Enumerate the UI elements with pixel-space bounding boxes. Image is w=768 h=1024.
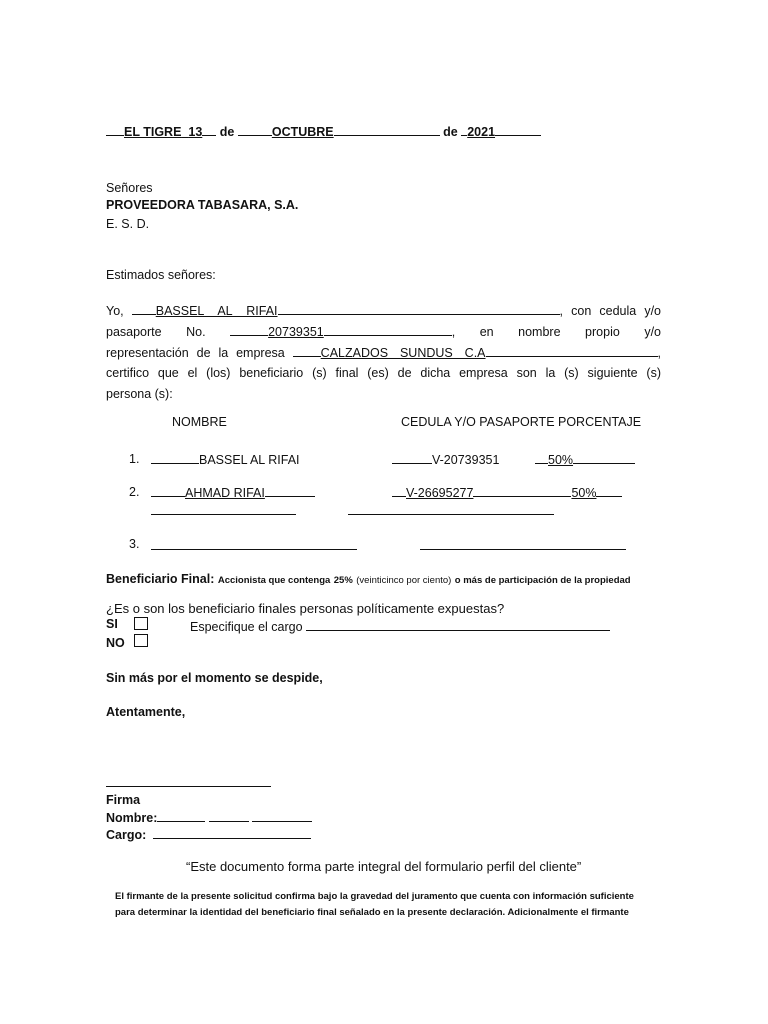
row-3-nombre-line [151, 549, 357, 550]
date-de-1: de [219, 125, 235, 139]
beneficiario-line [106, 571, 631, 589]
row-2b-nombre-line [151, 514, 296, 515]
row-2-nombre-text: AHMAD RIFAI [185, 486, 265, 500]
pasaporte-label: pasaporte No. [106, 325, 206, 339]
date-month: OCTUBRE [271, 125, 334, 139]
pep-question: ¿Es o son los beneficiario finales personas políticamente expuestas? [106, 601, 505, 616]
cargo-label: Cargo: [106, 828, 147, 842]
declarant-id: 20739351 [268, 325, 324, 339]
date-line: EL TIGRE_13 de OCTUBRE de 2021 [106, 123, 541, 140]
beneficiario-paren: (veinticinco por ciento) [356, 575, 452, 586]
closing-despide: Sin más por el momento se despide, [106, 671, 323, 685]
row-1-nombre-text: BASSEL AL RIFAI [199, 453, 300, 467]
row-1-porcentaje [535, 451, 635, 468]
no-label: NO [106, 636, 125, 650]
row-2b-cedula-line [348, 514, 554, 515]
beneficiario-text-a: Accionista que contenga [217, 575, 331, 586]
row-1-cedula [392, 451, 499, 468]
no-checkbox[interactable] [134, 634, 148, 647]
date-day: 13 [188, 125, 203, 139]
beneficiario-label: Beneficiario Final: [106, 572, 215, 586]
footer-line-1: El firmante de la presente solicitud confirma bajo la gravedad del juramento que cuenta con información suficiente [115, 891, 634, 902]
especifique-cargo [190, 618, 610, 635]
representacion-text: representación de la empresa [106, 346, 285, 360]
con-cedula-text: , con cedula y/o [559, 304, 661, 318]
nombre-label: Nombre: [106, 811, 158, 825]
addressee-esd: E. S. D. [106, 217, 150, 231]
yo-label: Yo, [106, 304, 124, 318]
row-1-cedula-text: V-20739351 [432, 453, 500, 467]
en-nombre-text: , en nombre propio y/o [451, 325, 661, 339]
row-3-num: 3. [129, 537, 140, 551]
closing-atentamente: Atentamente, [106, 705, 186, 719]
si-checkbox[interactable] [134, 617, 148, 630]
row-1-nombre [151, 451, 300, 468]
date-year: 2021 [467, 125, 496, 139]
row-2-porcentaje-text: 50% [571, 486, 597, 500]
row-2-cedula-text: V-26695277 [406, 486, 474, 500]
signature-line [106, 786, 271, 787]
row-2-num: 2. [129, 485, 140, 499]
header-cedula: CEDULA Y/O PASAPORTE [401, 415, 555, 429]
header-nombre: NOMBRE [172, 415, 227, 429]
addressee-salutation: Señores [106, 181, 153, 195]
greeting: Estimados señores: [106, 268, 216, 282]
row-2-cedula [392, 484, 622, 501]
cargo-field [106, 826, 311, 843]
cargo-input-line[interactable] [306, 618, 610, 631]
footer-line-2: para determinar la identidad del beneficiario final señalado en la presente declaración. Adicionalmente el firmante [115, 907, 629, 918]
addressee-company: PROVEEDORA TABASARA, S.A. [106, 198, 299, 212]
body-line-1 [106, 302, 661, 319]
beneficiario-pct: 25% [333, 575, 353, 586]
beneficiario-text-b: o más de participación de la propiedad [454, 575, 631, 586]
header-porcentaje: PORCENTAJE [558, 415, 642, 429]
row-2-nombre [151, 484, 315, 501]
firma-label: Firma [106, 793, 141, 807]
nombre-field [106, 809, 312, 826]
row-1-porcentaje-text: 50% [548, 453, 574, 467]
si-label: SI [106, 617, 118, 631]
body-line-2 [106, 323, 661, 340]
footer-quote: “Este documento forma parte integral del formulario perfil del cliente” [186, 859, 582, 874]
especifique-label: Especifique el cargo [190, 620, 303, 634]
row-1-num: 1. [129, 452, 140, 466]
body-line-3 [106, 344, 661, 361]
body-line-4: certifico que el (los) beneficiario (s) final (es) de dicha empresa son la (s) siguiente (s) [106, 366, 661, 380]
body-line-5: persona (s): [106, 387, 173, 401]
date-de-2: de [443, 125, 458, 139]
company-name: CALZADOS SUNDUS C.A [320, 346, 486, 360]
row-3-cedula-line [420, 549, 626, 550]
comma: , [657, 346, 662, 360]
declarant-name: BASSEL AL RIFAI [155, 304, 278, 318]
date-city: EL TIGRE [124, 125, 182, 139]
